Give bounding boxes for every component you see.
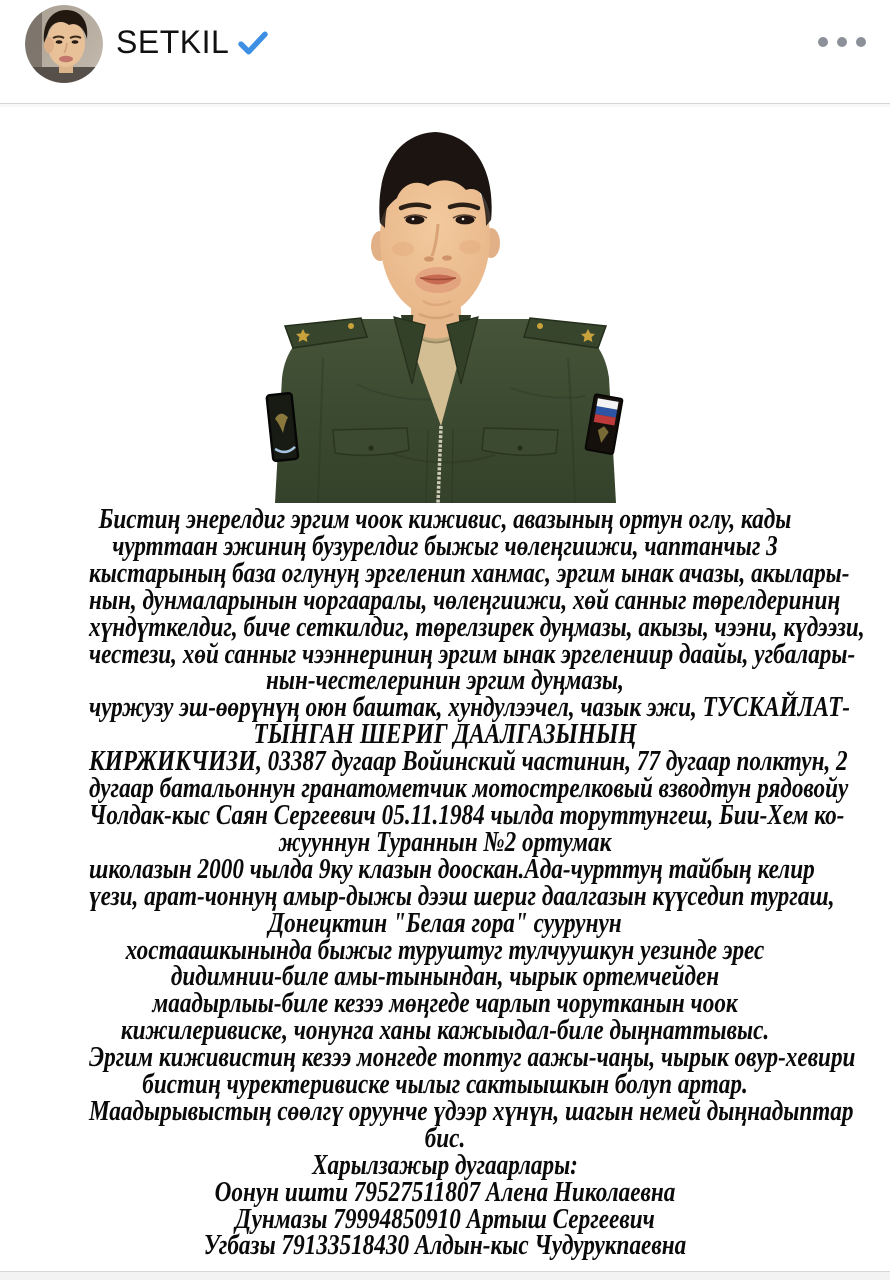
memorial-text-line: Эргим киживистиң кезээ монгеде топтуг аажы-чаңы, чырык овур-хевири bbox=[89, 1041, 856, 1074]
memorial-text-line: Оонун ишти 79527511807 Алена Николаевна bbox=[214, 1175, 676, 1208]
memorial-text-line: чурттаан эжиниң бузурелдиг быжыг чөлеңгиижи, чаптанчыг 3 bbox=[112, 529, 778, 562]
soldier-portrait-image bbox=[263, 128, 628, 503]
memorial-text-line: нын-честелеринин эргим дуңмазы, bbox=[266, 664, 624, 697]
memorial-text-line: Харылзажыр дугаарлары: bbox=[312, 1148, 578, 1181]
memorial-text-line: Донецктин "Белая гора" суурунун bbox=[268, 906, 622, 939]
ellipsis-dot-icon bbox=[856, 37, 866, 47]
memorial-text-line: дидимнии-биле амы-тынындан, чырык ортемчейден bbox=[170, 960, 720, 993]
bottom-divider bbox=[0, 1271, 890, 1280]
memorial-text-line: дугаар батальоннун гранатометчик мотострелковый взводтун рядовойу bbox=[89, 772, 849, 805]
memorial-text-line: чуржузу эш-өөрүнүң оюн баштак, хундулээчел, чазык эжи, ТУСКАЙЛАТ- bbox=[89, 691, 851, 724]
avatar-portrait-image bbox=[25, 5, 103, 83]
memorial-text-line: хүндүткелдиг, биче сеткилдиг, төрелзирек дуңмазы, акызы, чээни, күдээзи, bbox=[89, 610, 865, 643]
memorial-text-line: кыстарының база оглунуң эргеленип ханмас, эргим ынак ачазы, акылары- bbox=[89, 556, 850, 589]
ellipsis-dot-icon bbox=[818, 37, 828, 47]
post-header bbox=[0, 0, 890, 103]
profile-avatar[interactable] bbox=[25, 5, 103, 83]
memorial-text-line: Маадырывыстың сөөлгү оруунче үдээр хүнүн, шагын немей дыңнадыптар bbox=[89, 1094, 854, 1127]
memorial-text-line: Чолдак-кыс Саян Сергеевич 05.11.1984 чылда торуттунгеш, Бии-Хем ко- bbox=[89, 798, 845, 831]
memorial-text-line: бистиң чуректеривиске чылыг сактыышкын болуп артар. bbox=[142, 1068, 748, 1101]
memorial-text-line: бис. bbox=[424, 1121, 466, 1154]
username[interactable]: SETKIL bbox=[116, 24, 230, 60]
memorial-text-line: маадырлыы-биле кезээ мөңгеде чарлып чорутканын чоок bbox=[152, 987, 738, 1020]
memorial-text-line: жууннун Тураннын №2 ортумак bbox=[278, 825, 612, 858]
memorial-text-line: кижилеривиске, чонунга ханы кажыыдал-биле дыңнаттывыс. bbox=[120, 1014, 770, 1047]
memorial-text-line: честези, хөй санныг чээннериниң эргим ынак эргелениир даайы, угбалары- bbox=[89, 637, 856, 670]
memorial-text-line: ТЫНГАН ШЕРИГ ДААЛГАЗЫНЫҢ bbox=[253, 718, 637, 751]
more-options-button[interactable] bbox=[818, 30, 866, 54]
memorial-text bbox=[89, 503, 865, 1262]
left-sleeve-patch bbox=[267, 393, 299, 461]
memorial-text-line: школазын 2000 чылда 9ку клазын дооскан.Ада-чурттуң тайбың келир bbox=[89, 852, 815, 885]
memorial-text-line: Дунмазы 79994850910 Артыш Сергеевич bbox=[235, 1202, 655, 1235]
memorial-text-line: КИРЖИКЧИЗИ, 03387 дугаар Войинский частинин, 77 дугаар полктун, 2 bbox=[89, 745, 848, 778]
soldier-photo bbox=[263, 128, 628, 503]
memorial-text-line: хостаашкынында быжыг туруштуг тулчуушкун уезинде эрес bbox=[125, 933, 765, 966]
ellipsis-dot-icon bbox=[837, 37, 847, 47]
memorial-text-line: үези, арат-чоннуң амыр-дыжы дээш шериг даалгазын күүседип тургаш, bbox=[89, 879, 835, 912]
memorial-text-line: Угбазы 79133518430 Алдын-кыс Чудурукпаевна bbox=[203, 1229, 687, 1262]
memorial-text-line: Бистиң энерелдиг эргим чоок киживис, авазының ортун оглу, кады bbox=[98, 503, 792, 535]
header-divider bbox=[0, 103, 890, 107]
memorial-text-line: нын, дунмаларынын чоргааралы, чөлеңгиижи, хөй санныг төрелдериниң bbox=[89, 583, 841, 616]
verified-badge-icon bbox=[238, 31, 268, 55]
